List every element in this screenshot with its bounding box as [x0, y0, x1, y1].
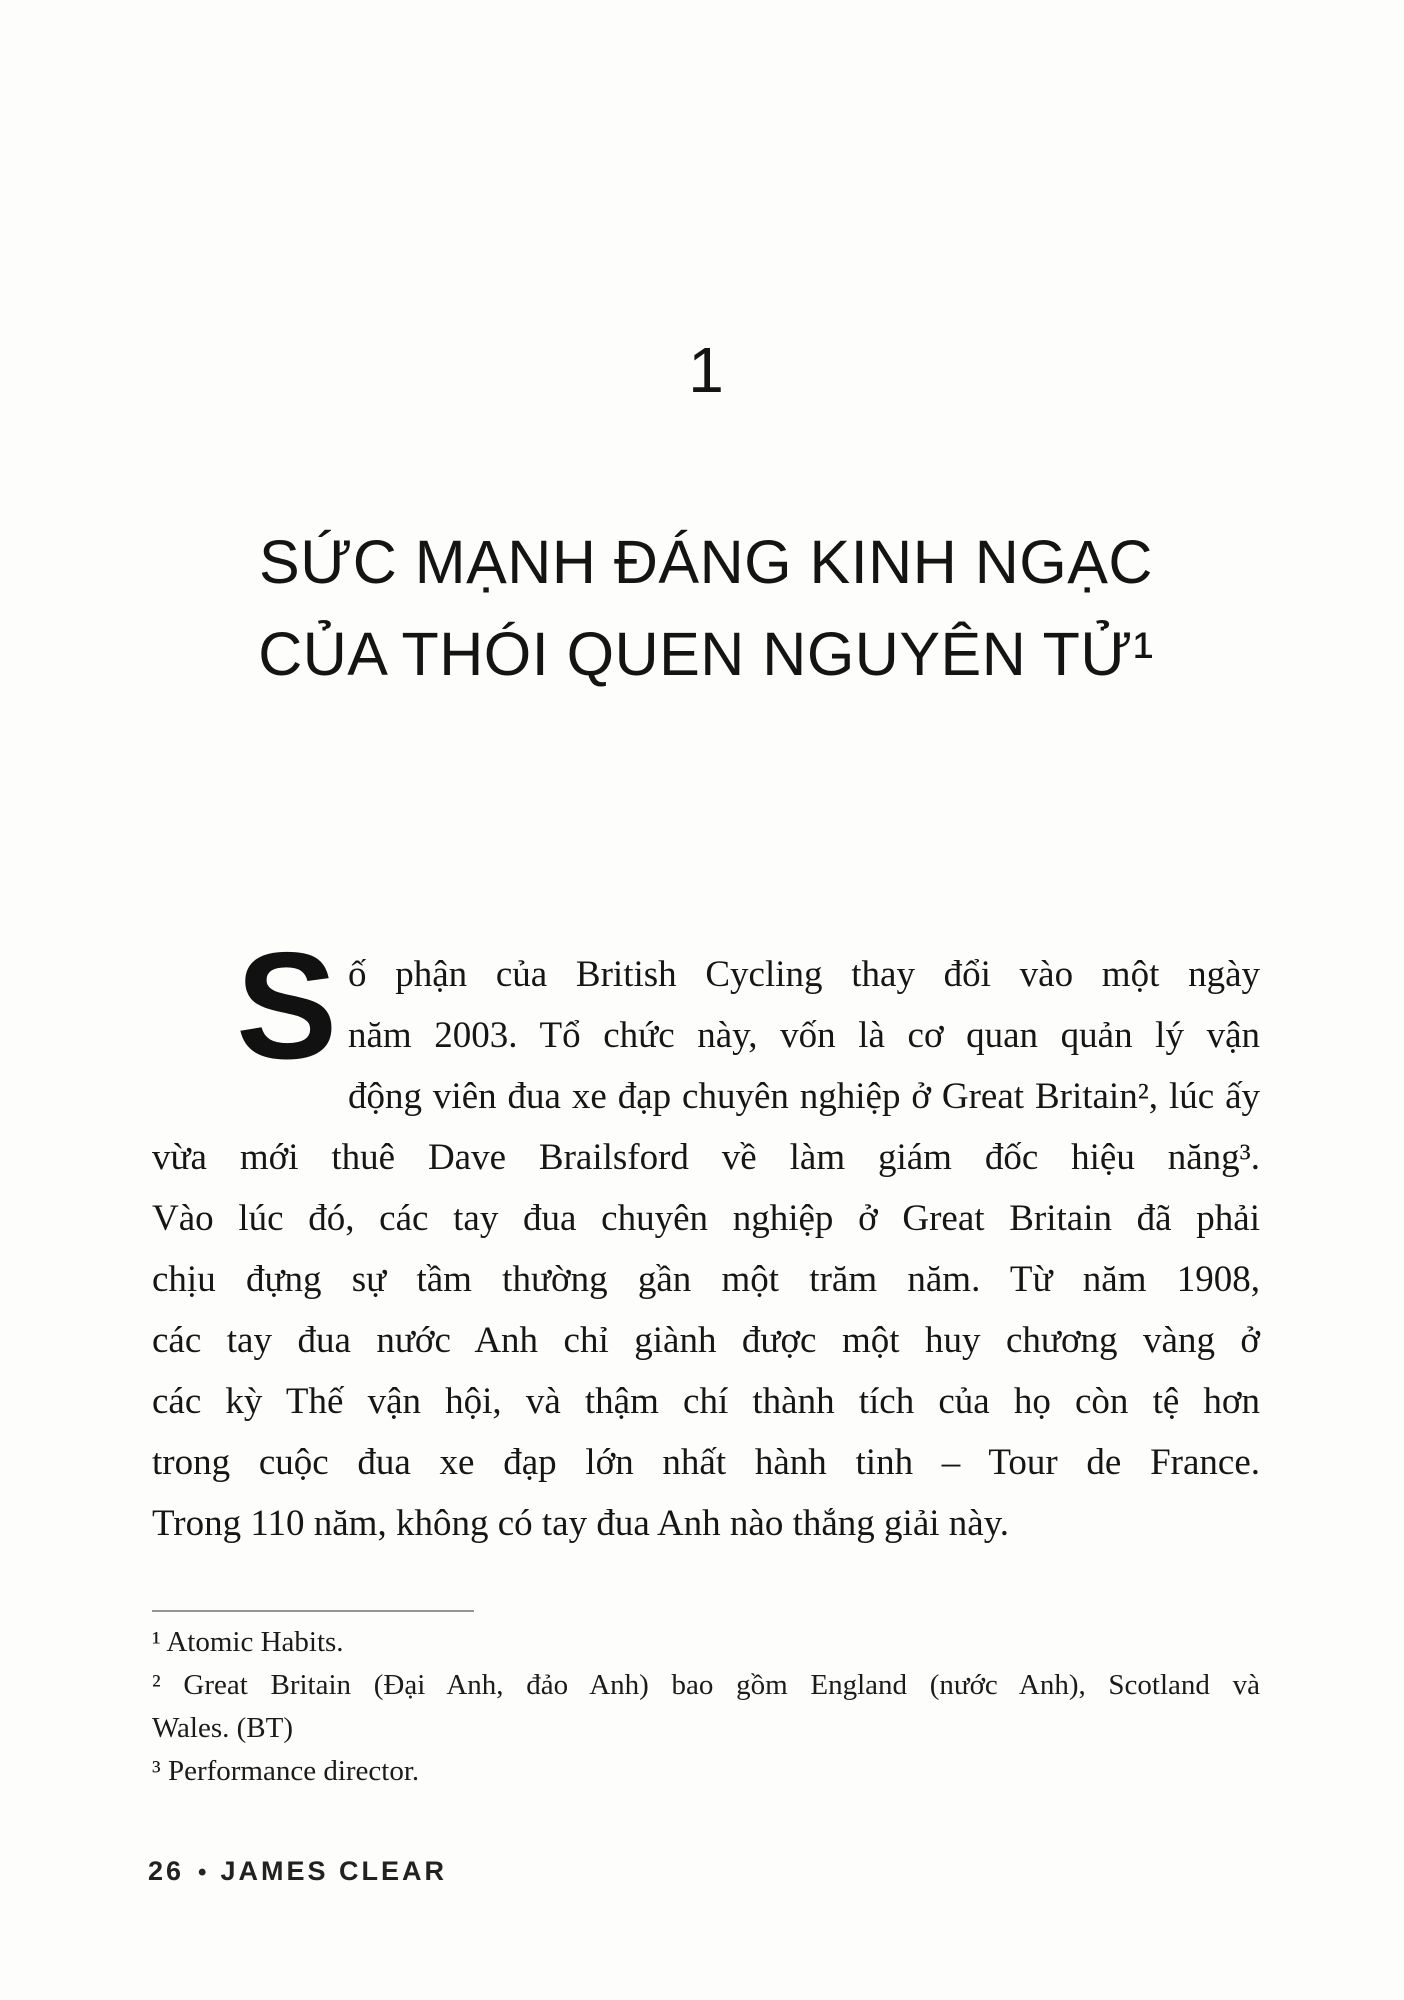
page-number: 26	[148, 1856, 185, 1886]
body-line: chịu đựng sự tầm thường gần một trăm năm. Từ năm 1908,	[152, 1259, 1260, 1300]
footnote-3: ³ Performance director.	[152, 1755, 420, 1787]
book-author: JAMES CLEAR	[220, 1856, 447, 1886]
body-line: năm 2003. Tổ chức này, vốn là cơ quan quản lý vận	[348, 1015, 1260, 1056]
body-line: các kỳ Thế vận hội, và thậm chí thành tích của họ còn tệ hơn	[152, 1381, 1260, 1422]
chapter-title-line-1: SỨC MẠNH ĐÁNG KINH NGẠC	[259, 528, 1153, 596]
footnote-1: ¹ Atomic Habits.	[152, 1626, 344, 1658]
page-footer	[148, 1856, 447, 1887]
chapter-number: 1	[688, 334, 724, 406]
footnotes	[152, 1621, 1260, 1793]
body-paragraph	[152, 921, 1260, 1554]
chapter-title-line-2: CỦA THÓI QUEN NGUYÊN TỬ¹	[258, 620, 1154, 688]
body-line: vừa mới thuê Dave Brailsford về làm giám đốc hiệu năng³.	[152, 1137, 1260, 1178]
drop-cap: S	[236, 921, 338, 1091]
footnote-2-line-1: ² Great Britain (Đại Anh, đảo Anh) bao gồm England (nước Anh), Scotland và	[152, 1669, 1260, 1701]
body-line: động viên đua xe đạp chuyên nghiệp ở Great Britain², lúc ấy	[348, 1076, 1260, 1117]
footnote-2-line-2: Wales. (BT)	[152, 1712, 294, 1744]
body-line: các tay đua nước Anh chỉ giành được một huy chương vàng ở	[152, 1320, 1260, 1361]
body-line: Trong 110 năm, không có tay đua Anh nào thắng giải này.	[152, 1503, 1010, 1544]
footer-bullet-separator: •	[198, 1859, 207, 1886]
body-line: trong cuộc đua xe đạp lớn nhất hành tinh – Tour de France.	[152, 1442, 1260, 1483]
footnote-divider	[152, 1610, 474, 1612]
body-line: Vào lúc đó, các tay đua chuyên nghiệp ở Great Britain đã phải	[152, 1198, 1260, 1239]
chapter-title	[152, 516, 1260, 700]
body-line: ố phận của British Cycling thay đổi vào một ngày	[348, 954, 1260, 995]
